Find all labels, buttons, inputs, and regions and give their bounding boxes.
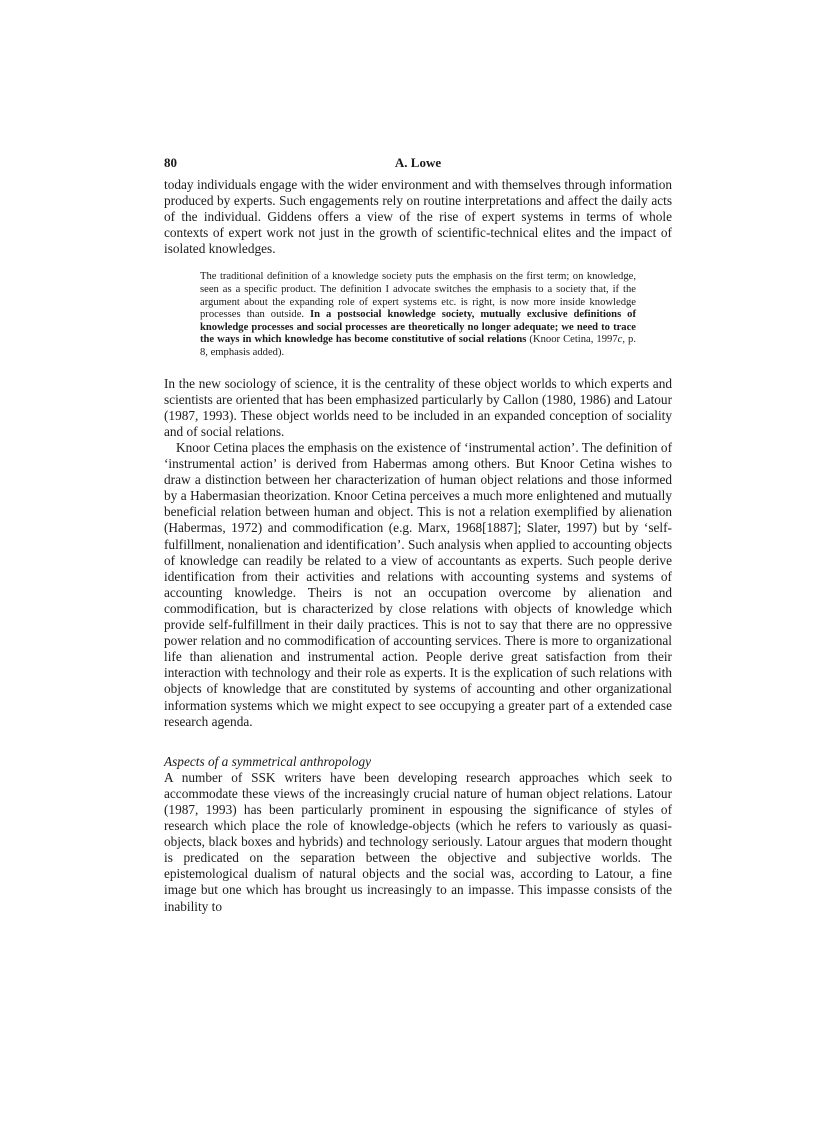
quote-citation-start: (Knoor Cetina, 1997: [526, 334, 618, 346]
paragraph-3: Knoor Cetina places the emphasis on the existence of ‘instrumental action’. The definition of ‘instrumental action’ is derived from Habermas among others. But Knoor Cetina wishes to draw a distinction between her characterization of human object relations and those informed by a Habermasian theorization. Knoor Cetina perceives a much more enlightened and mutually beneficial relation between human and object. This is not a relation exemplified by alienation (Habermas, 1972) and commodification (e.g. Marx, 1968[1887]; Slater, 1997) but by ‘self-fulfillment, nonalienation and identification’. Such analysis when applied to accounting objects of knowledge can readily be related to a view of accountants as experts. Such people derive identification from their activities and relations with accounting systems and systems of accounting knowledge. Theirs is not an occupation overcome by alienation and commodification, but is characterized by close relations with objects of knowledge which provide self-fulfillment in their daily practices. This is not to say that there are no oppressive power relation and no commodification of accounting services. There is more to organizational life than alienation and instrumental action. People derive great satisfaction from their interaction with technology and their role as experts. It is the explication of such relations with objects of knowledge that are constituted by systems of accounting and other organizational information systems which we might expect to see occupying a greater part of a extended case research agenda.: [164, 440, 672, 729]
section-subheading: Aspects of a symmetrical anthropology: [164, 753, 372, 769]
quote-text: The traditional definition of a knowledge society puts the emphasis on the first term; on knowledge, seen as a specific product. The definition I advocate switches the emphasis to a society that, if the argument about the expanding role of expert systems etc. is right, is now more inside knowledge processes than outside.: [200, 271, 636, 321]
running-header: [164, 155, 672, 177]
paragraph-1: today individuals engage with the wider environment and with themselves through information produced by experts. Such engagements rely on routine interpretations and affect the daily acts of the individual. Giddens offers a view of the rise of expert systems in terms of whole contexts of expert work not just in the growth of scientific-technical elites and the impact of isolated knowledges.: [164, 177, 672, 257]
page: [164, 155, 672, 915]
block-quote: [200, 271, 636, 359]
quote-emphasis: In a postsocial knowledge society, mutually exclusive definitions of knowledge processes and social processes are theoretically no longer adequate; we need to trace the ways in which knowledge has become constitutive of social relations: [200, 309, 637, 346]
paragraph-2: In the new sociology of science, it is the centrality of these object worlds to which experts and scientists are oriented that has been emphasized particularly by Callon (1980, 1986) and Latour (1987, 1993). These object worlds need to be included in an expanded conception of sociality and of social relations.: [164, 375, 672, 439]
quote-citation-end: , p. 8, emphasis added).: [200, 334, 636, 359]
quote-citation-italic: c: [617, 334, 623, 346]
running-author: A. Lowe: [394, 155, 442, 170]
paragraph-4: A number of SSK writers have been developing research approaches which seek to accommodate these views of the increasingly crucial nature of human object relations. Latour (1987, 1993) has been particularly prominent in espousing the significance of styles of research which place the role of knowledge-objects (which he refers to variously as quasi-objects, black boxes and hybrids) and technology seriously. Latour argues that modern thought is predicated on the separation between the objective and subjective worlds. The epistemological dualism of natural objects and the social was, according to Latour, a fine image but one which has brought us increasingly to an impasse. This impasse consists of the inability to: [164, 769, 672, 914]
page-number: 80: [164, 155, 177, 170]
